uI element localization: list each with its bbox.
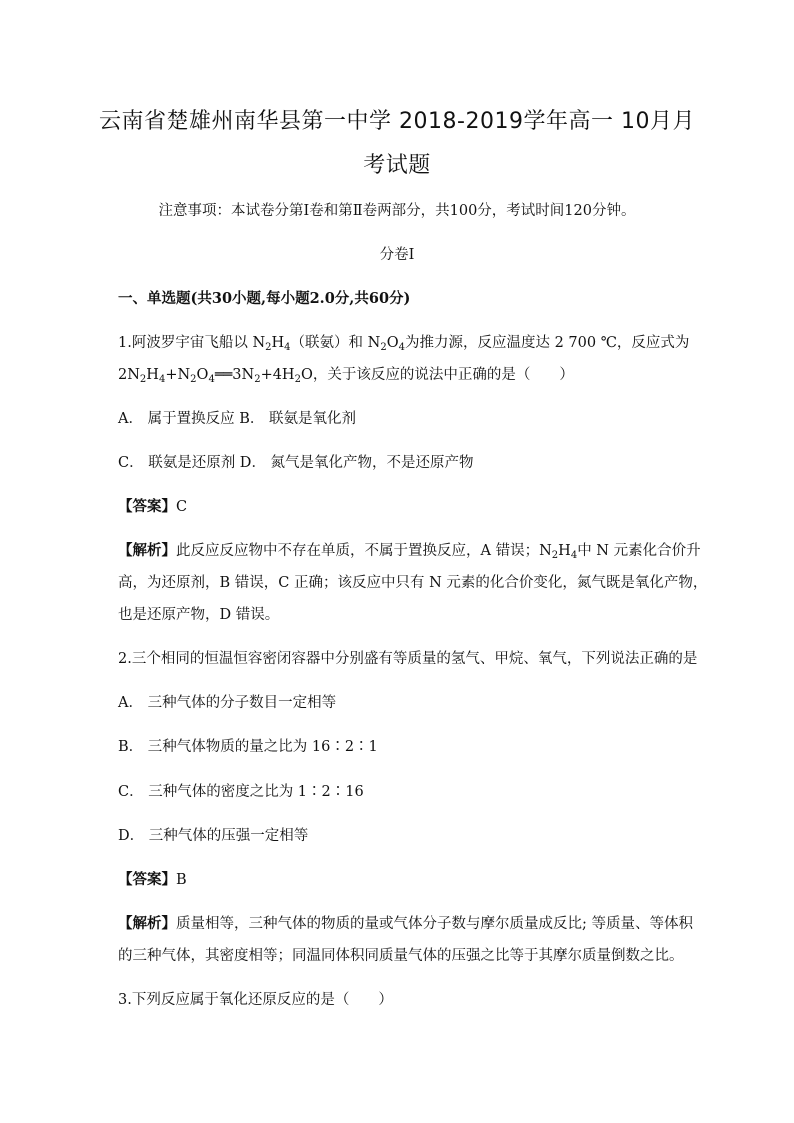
answer-label: 【答案】 xyxy=(118,871,176,888)
answer-value: B xyxy=(176,872,187,888)
q1-analysis-line2: 高，为还原剂，B 错误，C 正确；该反应中只有 N 元素的化合价变化，氮气既是氧化产物， xyxy=(118,575,708,591)
q2-analysis-line2: 的三种气体，其密度相等；同温同体积同质量气体的压强之比等于其摩尔质量倒数之比。 xyxy=(118,948,684,964)
q2-option-d: D． 三种气体的压强一定相等 xyxy=(118,828,309,844)
q1-analysis-line3: 也是还原产物，D 错误。 xyxy=(118,607,280,623)
exam-notice: 注意事项：本试卷分第Ⅰ卷和第Ⅱ卷两部分，共100分，考试时间120分钟。 xyxy=(158,203,636,219)
q2-option-b: B． 三种气体物质的量之比为 16∶2∶1 xyxy=(118,739,378,755)
q1-stem-line1: 1.阿波罗宇宙飞船以 $N_2H_4$（联氨）和 $N_2O_4$为推力源，反应温度达 2 700 ℃，反应式为 xyxy=(118,335,690,353)
analysis-label: 【解析】 xyxy=(118,915,176,932)
q2-analysis-line1: 【解析】质量相等，三种气体的物质的量或气体分子数与摩尔质量成反比; 等质量、等体积 xyxy=(118,915,693,932)
document-title-line1: 云南省楚雄州南华县第一中学 2018-2019学年高一 10月月 xyxy=(99,109,695,134)
q2-option-a: A． 三种气体的分子数目一定相等 xyxy=(118,695,337,711)
section-label: 分卷I xyxy=(379,247,415,263)
part-heading: 一、单选题(共30小题,每小题2.0分,共60分) xyxy=(118,290,411,307)
q1-answer xyxy=(118,497,688,517)
q2-option-c: C． 三种气体的密度之比为 1∶2∶16 xyxy=(118,784,364,800)
q1-analysis-line1: 【解析】此反应反应物中不存在单质，不属于置换反应，A 错误；$N_2H_4$中 N 元素化合价升 xyxy=(118,542,701,561)
q2-stem: 2.三个相同的恒温恒容密闭容器中分别盛有等质量的氢气、甲烷、氧气，下列说法正确的是 xyxy=(118,651,698,667)
analysis-label: 【解析】 xyxy=(118,542,176,559)
answer-label: 【答案】 xyxy=(118,498,176,515)
q1-options-line1: A． 属于置换反应 B． 联氨是氧化剂 xyxy=(118,411,356,427)
q1-stem-line2: $2N_2H_4+N_2O_4══3N_2+4H_2O$，关于该反应的说法中正确的是（ ） xyxy=(118,367,574,385)
q3-stem: 3.下列反应属于氧化还原反应的是（ ） xyxy=(118,992,393,1008)
q1-options-line2: C． 联氨是还原剂 D． 氮气是氧化产物，不是还原产物 xyxy=(118,455,474,471)
document-title-line2: 考试题 xyxy=(363,153,431,178)
answer-value: C xyxy=(176,499,188,515)
q2-answer xyxy=(118,870,688,890)
